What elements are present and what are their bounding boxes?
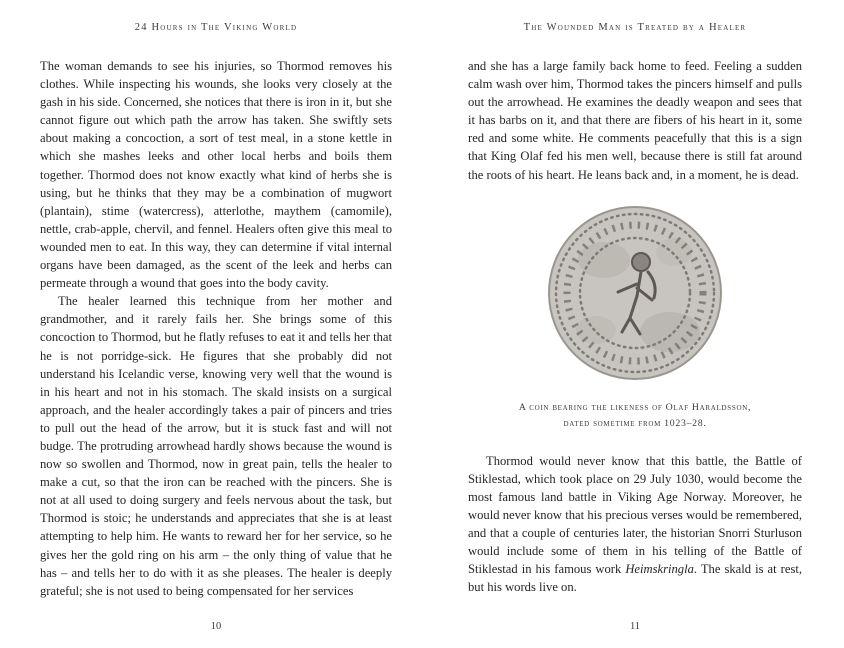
left-paragraph-1: The woman demands to see his injuries, so Thormod removes his clothes. While inspecting his wounds, she looks very closely at the gash in his side. Concerned, she notices that there is iron in it, but she cannot figure out which path the arrow has taken. She swiftly sets about making a concoction, a sort of test meal, in a stone kettle in which she mashes leeks and other local herbs and boils them together. Thormod does not know exactly what kind of herbs she is using, but he thinks that they may be a combination of mugwort (plantain), stime (watercress), atterlothe, maythem (camomile), nettle, crab-apple, chervil, and fennel. Healers often give this meal to wounded men to eat. In this way, they can determine if vital internal organs have been damaged, as the scent of the leek and herbs can permeate through a wound that goes into the body cavity. [40,59,392,291]
coin-caption: A coin bearing the likeness of Olaf Haraldsson, dated sometime from 1023–28. [518,401,752,429]
paragraph-text-after: . The skald is at rest, but his words live on. [468,562,802,595]
right-paragraph-1: and she has a large family back home to feed. Feeling a sudden calm wash over him, Thormod takes the pincers himself and pulls out the arrowhead. He examines the deadly weapon and sees that it has barbs on it, and that there are fibers of his heart in it, some red and some white. He comments peacefully that this is a sign that King Olaf fed his men well, because there is still fat around the roots of his heart. He leans back and, in a moment, he is dead. [468,59,802,182]
coin-figure [544,200,726,386]
left-paragraph-2: The healer learned this technique from her mother and grandmother, and it rarely fails her. She brings some of this concoction to Thormod, but he flatly refuses to eat it and tells her that he is not porridge-sick. He figures that she probably did not understand his Icelandic verse, knowing very well that the wound is in his heart and not in his stomach. The skald insists on a surgical approach, and the healer accordingly takes a pair of pincers and tries to pull out the head of the arrow, but it is stuck fast and will not budge. The protruding arrowhead hardly shows because the wound is now so swollen and Thormod, now in great pain, tells the healer to make a cut, so that the iron can be reached with the pincers. She is not at all used to doing surgery and feels nervous about the task, but Thormod is stoic; he understands and appreciates that she is at least attempting to help him. He wants to reward her for her service, so he gives her the gold ring on his arm – the only thing of value that he has – and tells her to do with it as she pleases. The healer is deeply grateful; she is not used to being compensated for her services [40,294,392,598]
right-paragraph-2 [468,452,802,597]
book-title-italic: Heimskringla [625,562,694,577]
running-head-right: The Wounded Man is Treated by a Healer [523,22,747,33]
page-right [422,0,844,648]
page-number-right: 11 [629,621,641,632]
page-number-left: 10 [210,621,222,632]
running-head-left: 24 Hours in The Viking World [134,22,298,33]
paragraph-text-before: Thormod would never know that this battle, the Battle of Stiklestad, which took place on 29 July 1030, would become the most famous land battle in Viking Age Norway. Moreover, he would never know that his precious verses would be remembered, and that a couple of centuries later, the historian Snorri Sturluson would include some of them in his telling of the Battle of Stiklestad in his famous work [468,453,802,577]
coin-image [544,200,726,386]
